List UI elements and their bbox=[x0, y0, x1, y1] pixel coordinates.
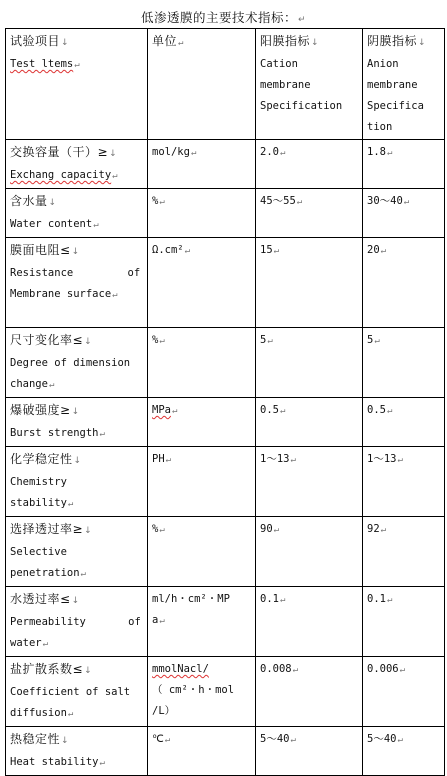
header-item-en: Test ltems bbox=[10, 58, 74, 70]
row-unit: Ω.cm²↵ bbox=[148, 238, 256, 328]
row-unit: mmolNacl/ （ cm²・h・mol /L） bbox=[148, 657, 256, 727]
row-item-en-2: stability bbox=[10, 497, 67, 509]
row-item-cn: 含水量 bbox=[10, 194, 48, 208]
row-item-en-2: penetration bbox=[10, 567, 80, 579]
row-item-en-1: Chemistry bbox=[10, 476, 67, 488]
row-unit: MPa↵ bbox=[148, 398, 256, 447]
table-row bbox=[6, 447, 445, 517]
row-cation-value: 0.008↵ bbox=[256, 657, 363, 727]
row-cation-value: 0.1↵ bbox=[256, 587, 363, 657]
row-cation-value: 45～55↵ bbox=[256, 189, 363, 238]
table-row bbox=[6, 517, 445, 587]
row-anion-value: 0.006↵ bbox=[363, 657, 445, 727]
header-anion-en-3: Specifica bbox=[367, 100, 424, 112]
row-item: 化学稳定性↓ Chemistry stability↵ bbox=[6, 447, 148, 517]
row-item-en-2: Membrane surface bbox=[10, 288, 112, 300]
row-anion-value: 20↵ bbox=[363, 238, 445, 328]
row-item: 尺寸变化率≤↓ Degree of dimension change↵ bbox=[6, 328, 148, 398]
header-item-cn: 试验项目 bbox=[10, 34, 61, 48]
row-item-cn: 选择透过率≥ bbox=[10, 522, 84, 536]
row-item-en-1: Coefficient of salt bbox=[10, 686, 131, 698]
row-item-en: Heat stability bbox=[10, 756, 99, 768]
row-item-cn: 尺寸变化率≤ bbox=[10, 333, 84, 347]
row-anion-value: 0.1↵ bbox=[363, 587, 445, 657]
row-item-cn: 交换容量（干）≥ bbox=[10, 145, 109, 159]
row-unit: %↵ bbox=[148, 517, 256, 587]
row-item-en: Water content bbox=[10, 218, 93, 230]
header-unit: 单位↵ bbox=[148, 29, 256, 140]
header-cation-en-3: Specification bbox=[260, 100, 343, 112]
row-item: 盐扩散系数≤↓ Coefficient of salt diffusion↵ bbox=[6, 657, 148, 727]
row-item-cn: 盐扩散系数≤ bbox=[10, 662, 84, 676]
header-item: 试验项目↓ Test ltems↵ bbox=[6, 29, 148, 140]
table-row bbox=[6, 727, 445, 776]
row-unit: %↵ bbox=[148, 328, 256, 398]
row-item-en-2: water bbox=[10, 637, 42, 649]
row-item: 水透过率≤↓ Permeability of water↵ bbox=[6, 587, 148, 657]
row-anion-value: 1.8↵ bbox=[363, 140, 445, 189]
table-row bbox=[6, 398, 445, 447]
row-item-cn: 爆破强度≥ bbox=[10, 403, 71, 417]
row-item: 热稳定性↓ Heat stability↵ bbox=[6, 727, 148, 776]
row-item-en-2: change bbox=[10, 378, 48, 390]
row-item: 含水量↓ Water content↵ bbox=[6, 189, 148, 238]
row-cation-value: 1～13↵ bbox=[256, 447, 363, 517]
header-anion-en-4: tion bbox=[367, 121, 393, 133]
table-row bbox=[6, 140, 445, 189]
row-unit: mol/kg↵ bbox=[148, 140, 256, 189]
row-anion-value: 5～40↵ bbox=[363, 727, 445, 776]
row-cation-value: 5↵ bbox=[256, 328, 363, 398]
row-item-en-1: Resistance of bbox=[10, 267, 141, 279]
row-cation-value: 0.5↵ bbox=[256, 398, 363, 447]
row-cation-value: 5～40↵ bbox=[256, 727, 363, 776]
row-item-en: Burst strength bbox=[10, 427, 99, 439]
row-anion-value: 1～13↵ bbox=[363, 447, 445, 517]
row-item-en-1: Selective bbox=[10, 546, 67, 558]
row-unit: %↵ bbox=[148, 189, 256, 238]
row-item: 爆破强度≥↓ Burst strength↵ bbox=[6, 398, 148, 447]
row-anion-value: 5↵ bbox=[363, 328, 445, 398]
header-cation-en-2: membrane bbox=[260, 79, 311, 91]
row-unit: ml/h・cm²・MP a↵ bbox=[148, 587, 256, 657]
row-item-cn: 热稳定性 bbox=[10, 732, 61, 746]
table-row bbox=[6, 657, 445, 727]
spec-table bbox=[5, 28, 445, 776]
header-cation: 阳膜指标↓ Cation membrane Specification bbox=[256, 29, 363, 140]
row-item: 膜面电阻≤↓ Resistance of Membrane surface↵ bbox=[6, 238, 148, 328]
row-unit: ℃↵ bbox=[148, 727, 256, 776]
row-item-en-2: diffusion bbox=[10, 707, 67, 719]
row-item: 选择透过率≥↓ Selective penetration↵ bbox=[6, 517, 148, 587]
row-anion-value: 30～40↵ bbox=[363, 189, 445, 238]
row-cation-value: 90↵ bbox=[256, 517, 363, 587]
table-row bbox=[6, 189, 445, 238]
row-cation-value: 15↵ bbox=[256, 238, 363, 328]
row-anion-value: 92↵ bbox=[363, 517, 445, 587]
header-anion-cn: 阴膜指标 bbox=[367, 34, 418, 48]
row-item-cn: 膜面电阻≤ bbox=[10, 243, 71, 257]
table-header-row bbox=[6, 29, 445, 140]
header-anion-en-1: Anion bbox=[367, 58, 399, 70]
header-unit-label: 单位 bbox=[152, 34, 178, 48]
row-cation-value: 2.0↵ bbox=[256, 140, 363, 189]
header-cation-cn: 阳膜指标 bbox=[260, 34, 311, 48]
header-anion-en-2: membrane bbox=[367, 79, 418, 91]
row-item-en: Exchang capacity bbox=[10, 169, 112, 181]
table-row bbox=[6, 328, 445, 398]
table-row bbox=[6, 587, 445, 657]
row-item-en-1: Degree of dimension bbox=[10, 357, 131, 369]
header-anion: 阴膜指标↓ Anion membrane Specifica tion bbox=[363, 29, 445, 140]
row-unit: PH↵ bbox=[148, 447, 256, 517]
row-anion-value: 0.5↵ bbox=[363, 398, 445, 447]
row-item-en-1: Permeability of bbox=[10, 616, 141, 628]
row-item-cn: 化学稳定性 bbox=[10, 452, 73, 466]
row-item: 交换容量（干）≥↓ Exchang capacity↵ bbox=[6, 140, 148, 189]
table-row bbox=[6, 238, 445, 328]
header-cation-en-1: Cation bbox=[260, 58, 298, 70]
page-title: 低渗透膜的主要技术指标：↵ bbox=[140, 10, 307, 25]
row-item-cn: 水透过率≤ bbox=[10, 592, 71, 606]
